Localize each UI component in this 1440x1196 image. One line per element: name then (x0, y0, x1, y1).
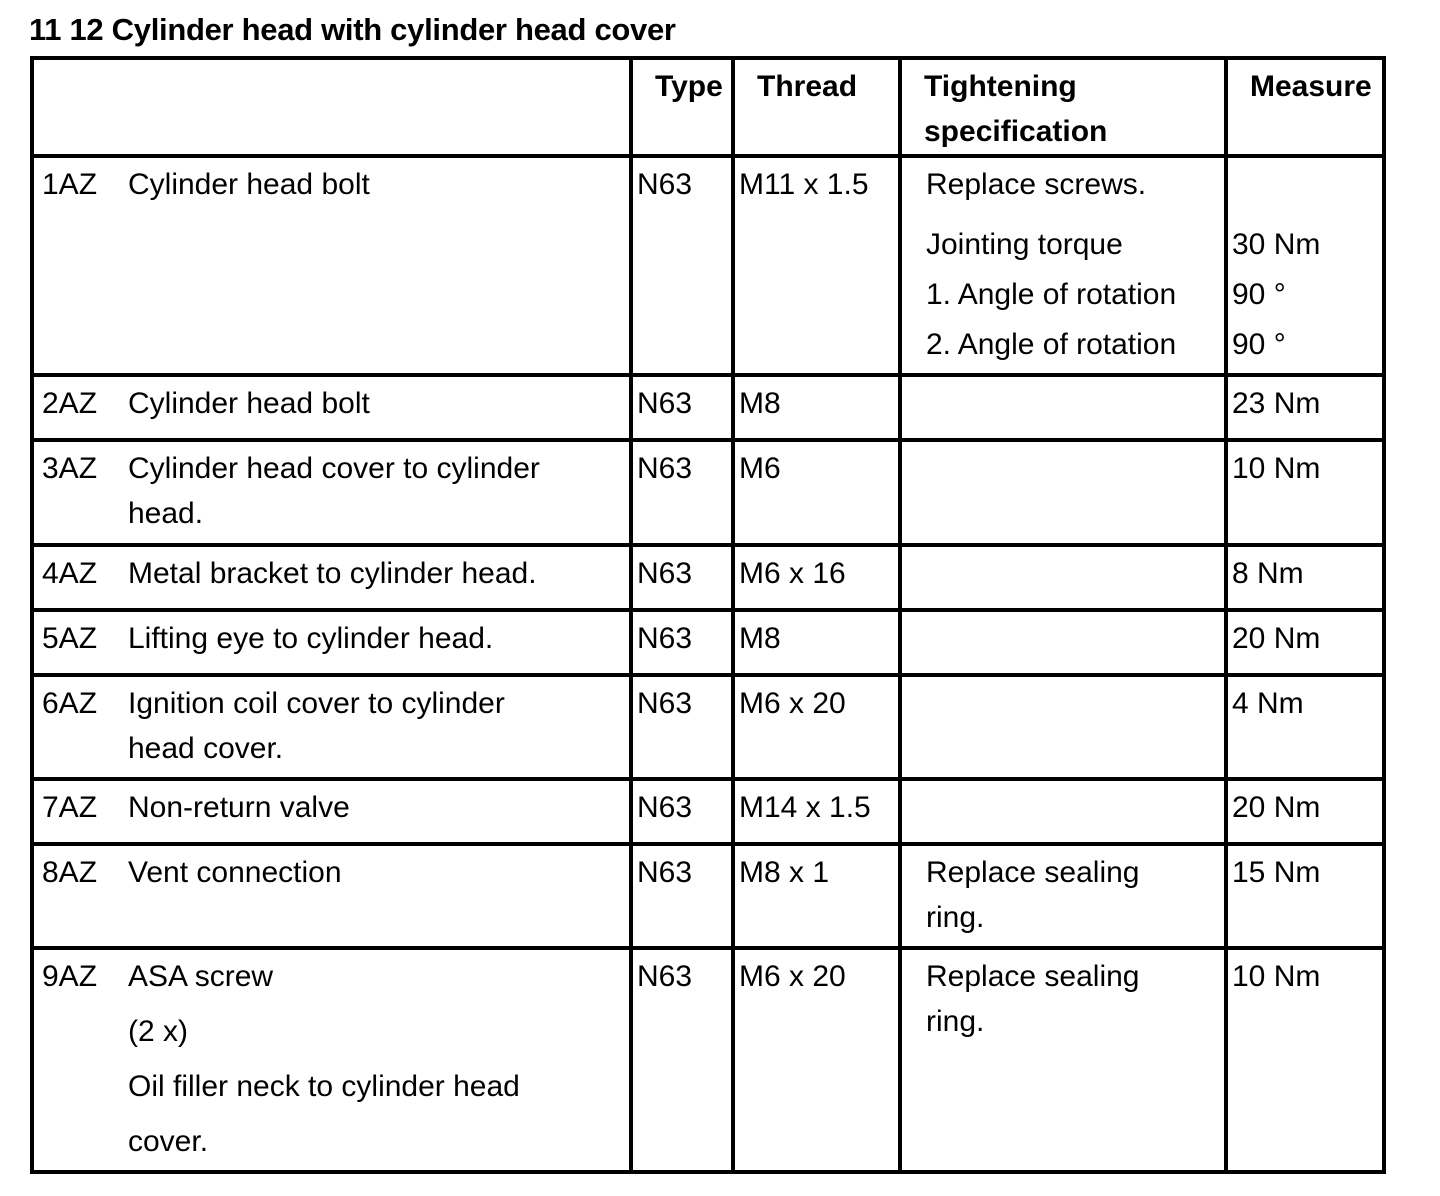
cell-thread: M11 x 1.5 (733, 156, 900, 375)
header-tightening-specification (900, 58, 1226, 156)
measure-value: 8 Nm (1232, 557, 1304, 590)
cell-tightening-specification (900, 156, 1226, 375)
measure-value: 4 Nm (1232, 687, 1304, 720)
header-spec-line-2: specification (924, 115, 1108, 148)
cell-thread: M6 x 20 (733, 948, 900, 1172)
description-line: (2 x) (128, 1015, 188, 1048)
cell-description (32, 440, 631, 545)
cell-type: N63 (631, 156, 733, 375)
cell-type: N63 (631, 779, 733, 844)
description-line: Cylinder head cover to cylinder (128, 452, 540, 485)
cell-thread: M8 x 1 (733, 844, 900, 948)
header-measure: Measure (1226, 58, 1384, 156)
table-row (32, 948, 1384, 1172)
measure-value: 10 Nm (1232, 960, 1321, 993)
description-line: cover. (128, 1125, 209, 1158)
cell-measure (1226, 440, 1384, 545)
item-code: 2AZ (42, 387, 98, 420)
torque-spec-table (30, 56, 1386, 1174)
description-line: ASA screw (128, 960, 274, 993)
description-line: Oil filler neck to cylinder head (128, 1070, 520, 1103)
cell-description (32, 844, 631, 948)
specification-line: 1. Angle of rotation (926, 278, 1177, 311)
cell-description (32, 675, 631, 779)
cell-tightening-specification (900, 545, 1226, 610)
specification-line: ring. (926, 1005, 985, 1038)
table-row (32, 156, 1384, 375)
measure-value: 20 Nm (1232, 791, 1321, 824)
header-spec-line-1: Tightening (924, 70, 1077, 103)
item-code: 6AZ (42, 687, 98, 720)
table-row (32, 375, 1384, 440)
cell-thread: M14 x 1.5 (733, 779, 900, 844)
cell-description (32, 545, 631, 610)
cell-thread: M6 x 20 (733, 675, 900, 779)
cell-type: N63 (631, 675, 733, 779)
measure-value: 10 Nm (1232, 452, 1321, 485)
cell-thread: M6 (733, 440, 900, 545)
header-row (32, 58, 1384, 156)
specification-line: Replace screws. (926, 168, 1147, 201)
table-body (32, 156, 1384, 1172)
cell-description (32, 156, 631, 375)
cell-measure (1226, 675, 1384, 779)
cell-description (32, 375, 631, 440)
description-line: Cylinder head bolt (128, 387, 370, 420)
cell-measure (1226, 545, 1384, 610)
description-line: Non-return valve (128, 791, 350, 824)
cell-description (32, 779, 631, 844)
cell-measure (1226, 779, 1384, 844)
measure-value: 23 Nm (1232, 387, 1321, 420)
cell-measure (1226, 844, 1384, 948)
measure-value: 15 Nm (1232, 856, 1321, 889)
measure-value (1232, 162, 1382, 207)
item-code: 5AZ (42, 622, 98, 655)
item-code: 4AZ (42, 557, 98, 590)
cell-tightening-specification (900, 779, 1226, 844)
description-line: Vent connection (128, 856, 342, 889)
cell-tightening-specification (900, 375, 1226, 440)
table-row (32, 610, 1384, 675)
specification-line: ring. (926, 901, 985, 934)
cell-tightening-specification (900, 948, 1226, 1172)
table-row (32, 545, 1384, 610)
cell-type: N63 (631, 440, 733, 545)
description-line: Lifting eye to cylinder head. (128, 622, 494, 655)
cell-type: N63 (631, 948, 733, 1172)
cell-type: N63 (631, 610, 733, 675)
specification-line: Replace sealing (926, 856, 1140, 889)
description-line: Cylinder head bolt (128, 168, 370, 201)
description-line: Ignition coil cover to cylinder (128, 687, 505, 720)
description-line: head cover. (128, 732, 284, 765)
item-code: 9AZ (42, 960, 98, 993)
measure-value: 30 Nm (1232, 228, 1321, 261)
specification-line: 2. Angle of rotation (926, 328, 1177, 361)
cell-thread: M8 (733, 610, 900, 675)
cell-tightening-specification (900, 844, 1226, 948)
cell-description (32, 948, 631, 1172)
cell-type: N63 (631, 545, 733, 610)
table-row (32, 844, 1384, 948)
table-row (32, 440, 1384, 545)
measure-value: 20 Nm (1232, 622, 1321, 655)
document-title: 11 12 Cylinder head with cylinder head cover (29, 12, 676, 47)
cell-measure (1226, 948, 1384, 1172)
cell-tightening-specification (900, 440, 1226, 545)
table-row (32, 779, 1384, 844)
item-code: 8AZ (42, 856, 98, 889)
header-type: Type (631, 58, 733, 156)
header-description (32, 58, 631, 156)
cell-description (32, 610, 631, 675)
measure-value: 90 ° (1232, 278, 1286, 311)
cell-measure (1226, 610, 1384, 675)
description-line: Metal bracket to cylinder head. (128, 557, 537, 590)
cell-tightening-specification (900, 610, 1226, 675)
cell-tightening-specification (900, 675, 1226, 779)
header-thread: Thread (733, 58, 900, 156)
specification-line: Jointing torque (926, 228, 1123, 261)
cell-type: N63 (631, 375, 733, 440)
table-row (32, 675, 1384, 779)
description-line: head. (128, 497, 204, 530)
cell-measure (1226, 375, 1384, 440)
measure-value: 90 ° (1232, 328, 1286, 361)
item-code: 3AZ (42, 452, 98, 485)
item-code: 1AZ (42, 168, 98, 201)
cell-thread: M6 x 16 (733, 545, 900, 610)
cell-type: N63 (631, 844, 733, 948)
cell-thread: M8 (733, 375, 900, 440)
cell-measure (1226, 156, 1384, 375)
specification-line: Replace sealing (926, 960, 1140, 993)
item-code: 7AZ (42, 791, 98, 824)
